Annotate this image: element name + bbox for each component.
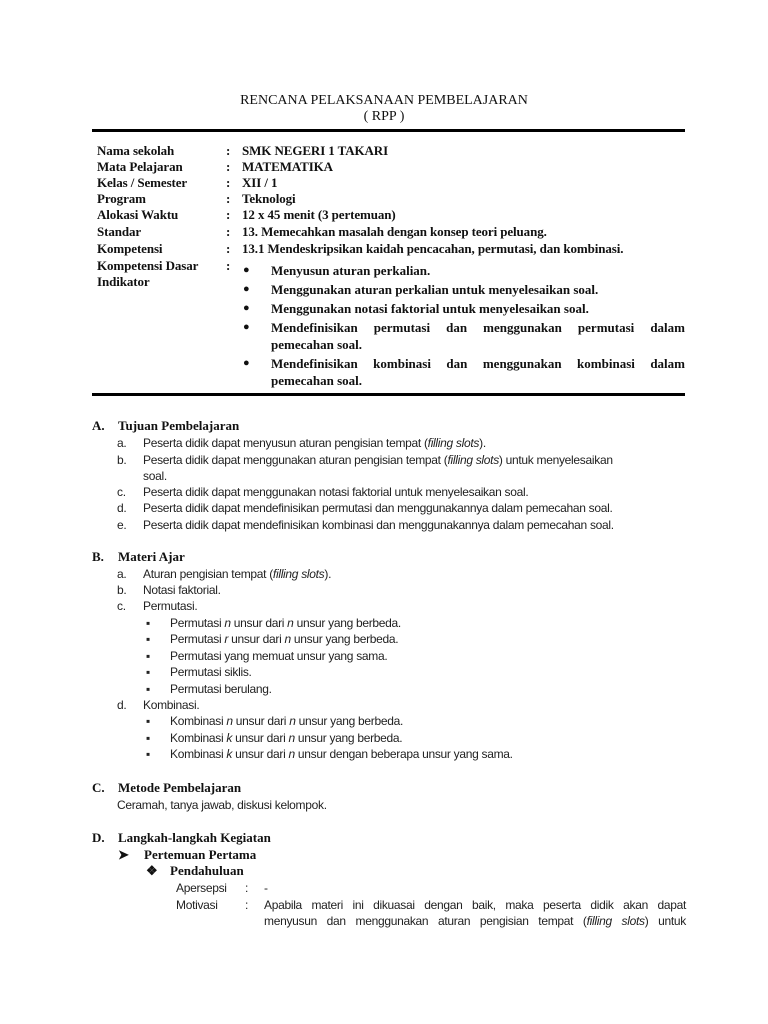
section-letter: D. bbox=[92, 830, 105, 845]
bullet-dot-icon: ● bbox=[243, 302, 250, 314]
section-title: Materi Ajar bbox=[118, 549, 185, 564]
motivasi-label: Motivasi bbox=[176, 898, 218, 912]
item-text bbox=[143, 566, 331, 582]
item-text: Permutasi siklis. bbox=[170, 665, 252, 679]
item-text: Notasi faktorial. bbox=[143, 583, 221, 597]
identity-label: Kompetensi bbox=[97, 241, 163, 256]
section-letter: A. bbox=[92, 418, 105, 433]
motivasi-text-line1: Apabila materi ini dikuasai dengan baik, maka peserta didik akan dapat bbox=[264, 898, 686, 912]
item-text: Peserta didik dapat menggunakan notasi faktorial untuk menyelesaikan soal. bbox=[143, 485, 529, 499]
text-part: unsur dari bbox=[232, 714, 290, 728]
item-text: Peserta didik dapat mendefinisikan kombinasi dan menggunakannya dalam pemecahan soal. bbox=[143, 518, 614, 532]
italic-term: filling slots bbox=[272, 567, 325, 581]
identity-row-standard bbox=[97, 224, 687, 241]
identity-row-subject bbox=[97, 159, 687, 176]
item-marker: c. bbox=[117, 485, 126, 499]
italic-var: n bbox=[288, 747, 295, 761]
item-text bbox=[170, 730, 402, 746]
text-part: unsur dari bbox=[230, 616, 288, 630]
italic-var: n bbox=[287, 616, 294, 630]
document-subtitle: ( RPP ) bbox=[363, 109, 405, 124]
top-rule bbox=[92, 129, 685, 132]
section-title: Langkah-langkah Kegiatan bbox=[118, 830, 271, 845]
text-part: Peserta didik dapat menyusun aturan pengisian tempat ( bbox=[143, 436, 428, 450]
section-letter: C. bbox=[92, 780, 105, 795]
section-title: Metode Pembelajaran bbox=[118, 780, 242, 795]
square-bullet-icon: ▪ bbox=[146, 714, 150, 728]
identity-colon: : bbox=[226, 241, 231, 256]
diamond-bullet-icon: ❖ bbox=[146, 863, 158, 878]
identity-row-competency bbox=[97, 241, 687, 258]
indicator-text: Mendefinisikan permutasi dan menggunakan permutasi dalam pemecahan soal. bbox=[271, 320, 685, 352]
bullet-dot-icon: ● bbox=[243, 357, 250, 369]
identity-value: MATEMATIKA bbox=[242, 159, 333, 174]
indicator-text: Menyusun aturan perkalian. bbox=[271, 263, 431, 278]
identity-label: Nama sekolah bbox=[97, 143, 175, 158]
text-part: unsur dari bbox=[232, 731, 289, 745]
square-bullet-icon: ▪ bbox=[146, 665, 150, 679]
motivasi-text-line2 bbox=[264, 913, 686, 929]
identity-label: Standar bbox=[97, 224, 142, 239]
italic-var: n bbox=[284, 632, 291, 646]
square-bullet-icon: ▪ bbox=[146, 682, 150, 696]
text-part: unsur yang berbeda. bbox=[295, 714, 403, 728]
identity-row-class bbox=[97, 175, 687, 192]
item-marker: b. bbox=[117, 583, 127, 597]
text-part: unsur yang berbeda. bbox=[293, 616, 401, 630]
item-text bbox=[143, 435, 486, 451]
text-part: ) untuk menyelesaikan bbox=[498, 453, 613, 467]
identity-colon: : bbox=[226, 191, 231, 206]
item-text bbox=[170, 713, 403, 729]
text-part: Aturan pengisian tempat ( bbox=[143, 567, 273, 581]
text-part: Kombinasi bbox=[170, 747, 227, 761]
text-part: ). bbox=[324, 567, 332, 581]
square-bullet-icon: ▪ bbox=[146, 616, 150, 630]
identity-value: SMK NEGERI 1 TAKARI bbox=[242, 143, 389, 158]
italic-var: n bbox=[288, 731, 295, 745]
bullet-dot-icon: ● bbox=[243, 264, 250, 276]
text-part: unsur dari bbox=[228, 632, 285, 646]
italic-var: n bbox=[226, 714, 233, 728]
meeting-heading bbox=[118, 847, 257, 863]
item-text bbox=[143, 452, 613, 468]
item-marker: d. bbox=[117, 501, 127, 515]
meeting-title: Pertemuan Pertama bbox=[144, 847, 257, 862]
document-title: RENCANA PELAKSANAAN PEMBELAJARAN bbox=[240, 93, 528, 108]
item-text: Permutasi. bbox=[143, 599, 198, 613]
text-part: Permutasi bbox=[170, 616, 225, 630]
item-text: Peserta didik dapat mendefinisikan permutasi dan menggunakannya dalam pemecahan soal. bbox=[143, 501, 613, 515]
indicator-text: Mendefinisikan kombinasi dan menggunakan kombinasi dalam pemecahan soal. bbox=[271, 356, 685, 388]
intro-heading bbox=[146, 863, 244, 879]
text-part: ). bbox=[479, 436, 486, 450]
identity-value: 13.1 Mendeskripsikan kaidah pencacahan, permutasi, dan kombinasi. bbox=[242, 241, 624, 256]
indicator-text: Menggunakan aturan perkalian untuk menyelesaikan soal. bbox=[271, 282, 599, 297]
italic-var: n bbox=[289, 714, 296, 728]
item-marker: a. bbox=[117, 567, 127, 581]
item-text: Permutasi yang memuat unsur yang sama. bbox=[170, 649, 388, 663]
identity-colon: : bbox=[226, 207, 231, 222]
item-marker: c. bbox=[117, 599, 126, 613]
item-text-continued: soal. bbox=[143, 469, 167, 483]
item-text bbox=[170, 631, 398, 647]
arrow-bullet-icon: ➤ bbox=[118, 847, 129, 862]
identity-row-school bbox=[97, 143, 687, 160]
identity-colon: : bbox=[226, 224, 231, 239]
method-text: Ceramah, tanya jawab, diskusi kelompok. bbox=[117, 798, 327, 812]
italic-term: filling slots bbox=[586, 914, 645, 928]
italic-var: n bbox=[224, 616, 231, 630]
bullet-dot-icon: ● bbox=[243, 321, 250, 333]
identity-label: Kelas / Semester bbox=[97, 175, 188, 190]
italic-var: k bbox=[226, 747, 233, 761]
square-bullet-icon: ▪ bbox=[146, 731, 150, 745]
text-part: Kombinasi bbox=[170, 714, 227, 728]
apersepsi-colon: : bbox=[245, 881, 249, 895]
italic-var: k bbox=[226, 731, 233, 745]
item-marker: e. bbox=[117, 518, 127, 532]
text-part: Permutasi bbox=[170, 632, 225, 646]
item-marker: a. bbox=[117, 436, 127, 450]
item-text bbox=[170, 615, 401, 631]
item-text bbox=[170, 746, 513, 762]
italic-var: r bbox=[224, 632, 229, 646]
identity-label: Program bbox=[97, 191, 146, 206]
item-text: Permutasi berulang. bbox=[170, 682, 272, 696]
identity-colon: : bbox=[226, 143, 231, 158]
italic-term: filling slots bbox=[427, 436, 480, 450]
item-marker: b. bbox=[117, 453, 127, 467]
square-bullet-icon: ▪ bbox=[146, 632, 150, 646]
bottom-rule bbox=[92, 393, 685, 396]
text-part: menyusun dan menggunakan aturan pengisian tempat ( bbox=[264, 914, 587, 928]
identity-value: 12 x 45 menit (3 pertemuan) bbox=[242, 207, 396, 222]
square-bullet-icon: ▪ bbox=[146, 747, 150, 761]
square-bullet-icon: ▪ bbox=[146, 649, 150, 663]
text-part: unsur dengan beberapa unsur yang sama. bbox=[294, 747, 513, 761]
text-part: Kombinasi bbox=[170, 731, 227, 745]
text-part: Peserta didik dapat menggunakan aturan pengisian tempat ( bbox=[143, 453, 448, 467]
identity-label: Mata Pelajaran bbox=[97, 159, 183, 174]
identity-colon: : bbox=[226, 159, 231, 174]
text-part: unsur dari bbox=[232, 747, 289, 761]
text-part: unsur yang berbeda. bbox=[294, 731, 403, 745]
motivasi-colon: : bbox=[245, 898, 249, 912]
text-part: unsur yang berbeda. bbox=[290, 632, 399, 646]
apersepsi-value: - bbox=[264, 881, 268, 895]
intro-title: Pendahuluan bbox=[170, 863, 244, 878]
identity-value: XII / 1 bbox=[242, 175, 278, 190]
indicator-label: Indikator bbox=[97, 274, 150, 289]
italic-term: filling slots bbox=[447, 453, 499, 467]
bullet-dot-icon: ● bbox=[243, 283, 250, 295]
identity-value: Teknologi bbox=[242, 191, 296, 206]
identity-colon: : bbox=[226, 258, 231, 273]
apersepsi-label: Apersepsi bbox=[176, 881, 227, 895]
identity-label: Alokasi Waktu bbox=[97, 207, 179, 222]
identity-row-program bbox=[97, 191, 687, 208]
identity-label: Kompetensi Dasar bbox=[97, 258, 199, 273]
item-text: Kombinasi. bbox=[143, 698, 200, 712]
indicator-text: Menggunakan notasi faktorial untuk menyelesaikan soal. bbox=[271, 301, 589, 316]
section-letter: B. bbox=[92, 549, 104, 564]
item-marker: d. bbox=[117, 698, 127, 712]
section-title: Tujuan Pembelajaran bbox=[118, 418, 240, 433]
identity-colon: : bbox=[226, 175, 231, 190]
identity-row-time bbox=[97, 207, 687, 224]
identity-value: 13. Memecahkan masalah dengan konsep teori peluang. bbox=[242, 224, 547, 239]
text-part: ) untuk bbox=[644, 914, 686, 928]
